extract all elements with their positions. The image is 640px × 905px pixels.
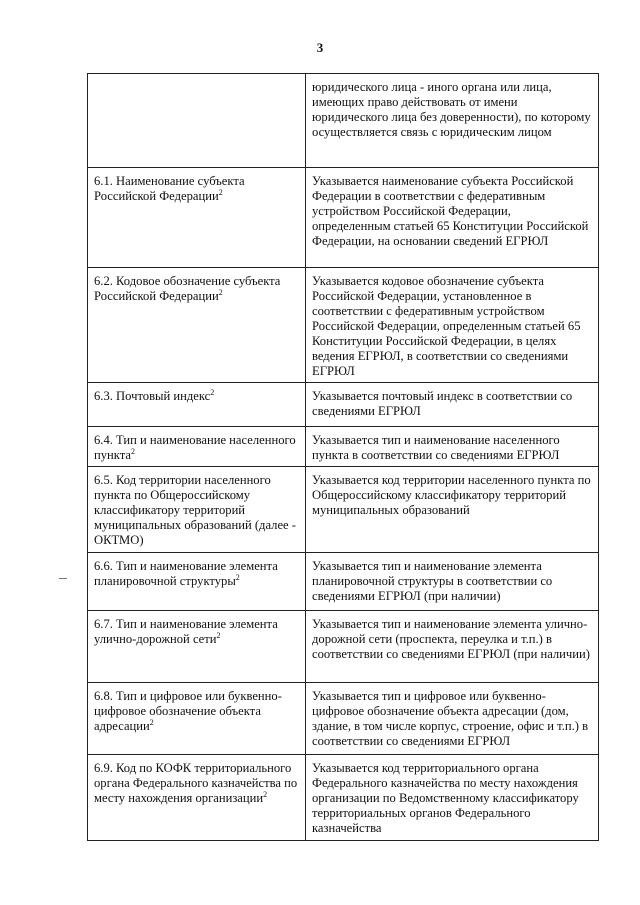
footnote-ref: 2 [130, 446, 135, 456]
field-description-cell [306, 553, 599, 611]
field-description: Указывается почтовый индекс в соответствии со сведениями ЕГРЮЛ [312, 389, 573, 418]
margin-tick-mark [59, 578, 67, 579]
field-description: Указывается кодовое обозначение субъекта Российской Федерации, установленное в соответствии с федеративным устройством Российской Федерации, определенным статьей 65 Конституции Российской Федерации, в целях ведения ЕГРЮЛ, в соответствии со сведениями ЕГРЮЛ [312, 274, 581, 378]
field-description-cell [306, 755, 599, 841]
field-description-cell [306, 74, 599, 168]
field-name-cell [88, 553, 306, 611]
table-row [88, 268, 599, 383]
footnote-ref: 2 [210, 387, 215, 397]
field-description: Указывается код территориального органа Федерального казначейства по месту нахождения организации по Ведомственному классификатору территориальных органов Федерального казначейства [312, 761, 579, 835]
field-name: 6.3. Почтовый индекс [94, 389, 211, 403]
field-description-cell [306, 467, 599, 553]
field-description: Указывается тип и наименование элемента улично-дорожной сети (проспекта, переулка и т.п.) в соответствии со сведениями ЕГРЮЛ (при наличии) [312, 617, 590, 661]
field-description-cell [306, 611, 599, 683]
field-name: 6.6. Тип и наименование элемента планировочной структуры [94, 559, 278, 588]
footnote-ref: 2 [218, 187, 223, 197]
table-row [88, 427, 599, 467]
field-description-cell [306, 683, 599, 755]
field-name: 6.7. Тип и наименование элемента улично-дорожной сети [94, 617, 278, 646]
field-name-cell [88, 268, 306, 383]
table-row [88, 683, 599, 755]
field-name: 6.1. Наименование субъекта Российской Федерации [94, 174, 245, 203]
field-description: Указывается тип и наименование населенного пункта в соответствии со сведениями ЕГРЮЛ [312, 433, 560, 462]
field-name-cell [88, 611, 306, 683]
field-name-cell [88, 467, 306, 553]
field-description: Указывается наименование субъекта Российской Федерации в соответствии с федеративным устройством Российской Федерации, определенным статьей 65 Конституции Российской Федерации, на основании сведений ЕГРЮЛ [312, 174, 589, 248]
footnote-ref: 2 [263, 789, 268, 799]
table-row [88, 168, 599, 268]
field-name: 6.4. Тип и наименование населенного пункта [94, 433, 296, 462]
field-name-cell [88, 755, 306, 841]
table-row [88, 553, 599, 611]
field-description: юридического лица - иного органа или лица, имеющих право действовать от имени юридического лица без доверенности), по которому осуществляется связь с юридическим лицом [312, 80, 591, 139]
field-name-cell [88, 427, 306, 467]
table-row [88, 611, 599, 683]
field-description-cell [306, 268, 599, 383]
field-name-cell [88, 683, 306, 755]
field-name-cell [88, 383, 306, 427]
field-description-cell [306, 383, 599, 427]
table-row [88, 467, 599, 553]
field-name-cell [88, 74, 306, 168]
footnote-ref: 2 [218, 287, 223, 297]
footnote-ref: 2 [149, 717, 154, 727]
field-name: 6.8. Тип и цифровое или буквенно-цифровое обозначение объекта адресации [94, 689, 282, 733]
footnote-ref: 2 [235, 572, 240, 582]
field-description-cell [306, 168, 599, 268]
table-row [88, 74, 599, 168]
field-name: 6.2. Кодовое обозначение субъекта Российской Федерации [94, 274, 281, 303]
field-description: Указывается тип и цифровое или буквенно-цифровое обозначение объекта адресации (дом, здание, в том числе корпус, строение, офис и т.п.) в соответствии со сведениями ЕГРЮЛ [312, 689, 589, 748]
field-name: 6.9. Код по КОФК территориального органа Федерального казначейства по месту нахождения организации [94, 761, 298, 805]
field-description-cell [306, 427, 599, 467]
table-row [88, 755, 599, 841]
footnote-ref: 2 [216, 630, 221, 640]
field-name: 6.5. Код территории населенного пункта по Общероссийскому классификатору территорий муниципальных образований (далее - ОКТМО) [94, 473, 296, 547]
table-row [88, 383, 599, 427]
field-description: Указывается тип и наименование элемента планировочной структуры в соответствии со сведениями ЕГРЮЛ (при наличии) [312, 559, 553, 603]
field-name-cell [88, 168, 306, 268]
page-number: 3 [316, 40, 324, 55]
field-description: Указывается код территории населенного пункта по Общероссийскому классификатору территорий муниципальных образований [312, 473, 591, 517]
requirements-table [87, 73, 599, 841]
